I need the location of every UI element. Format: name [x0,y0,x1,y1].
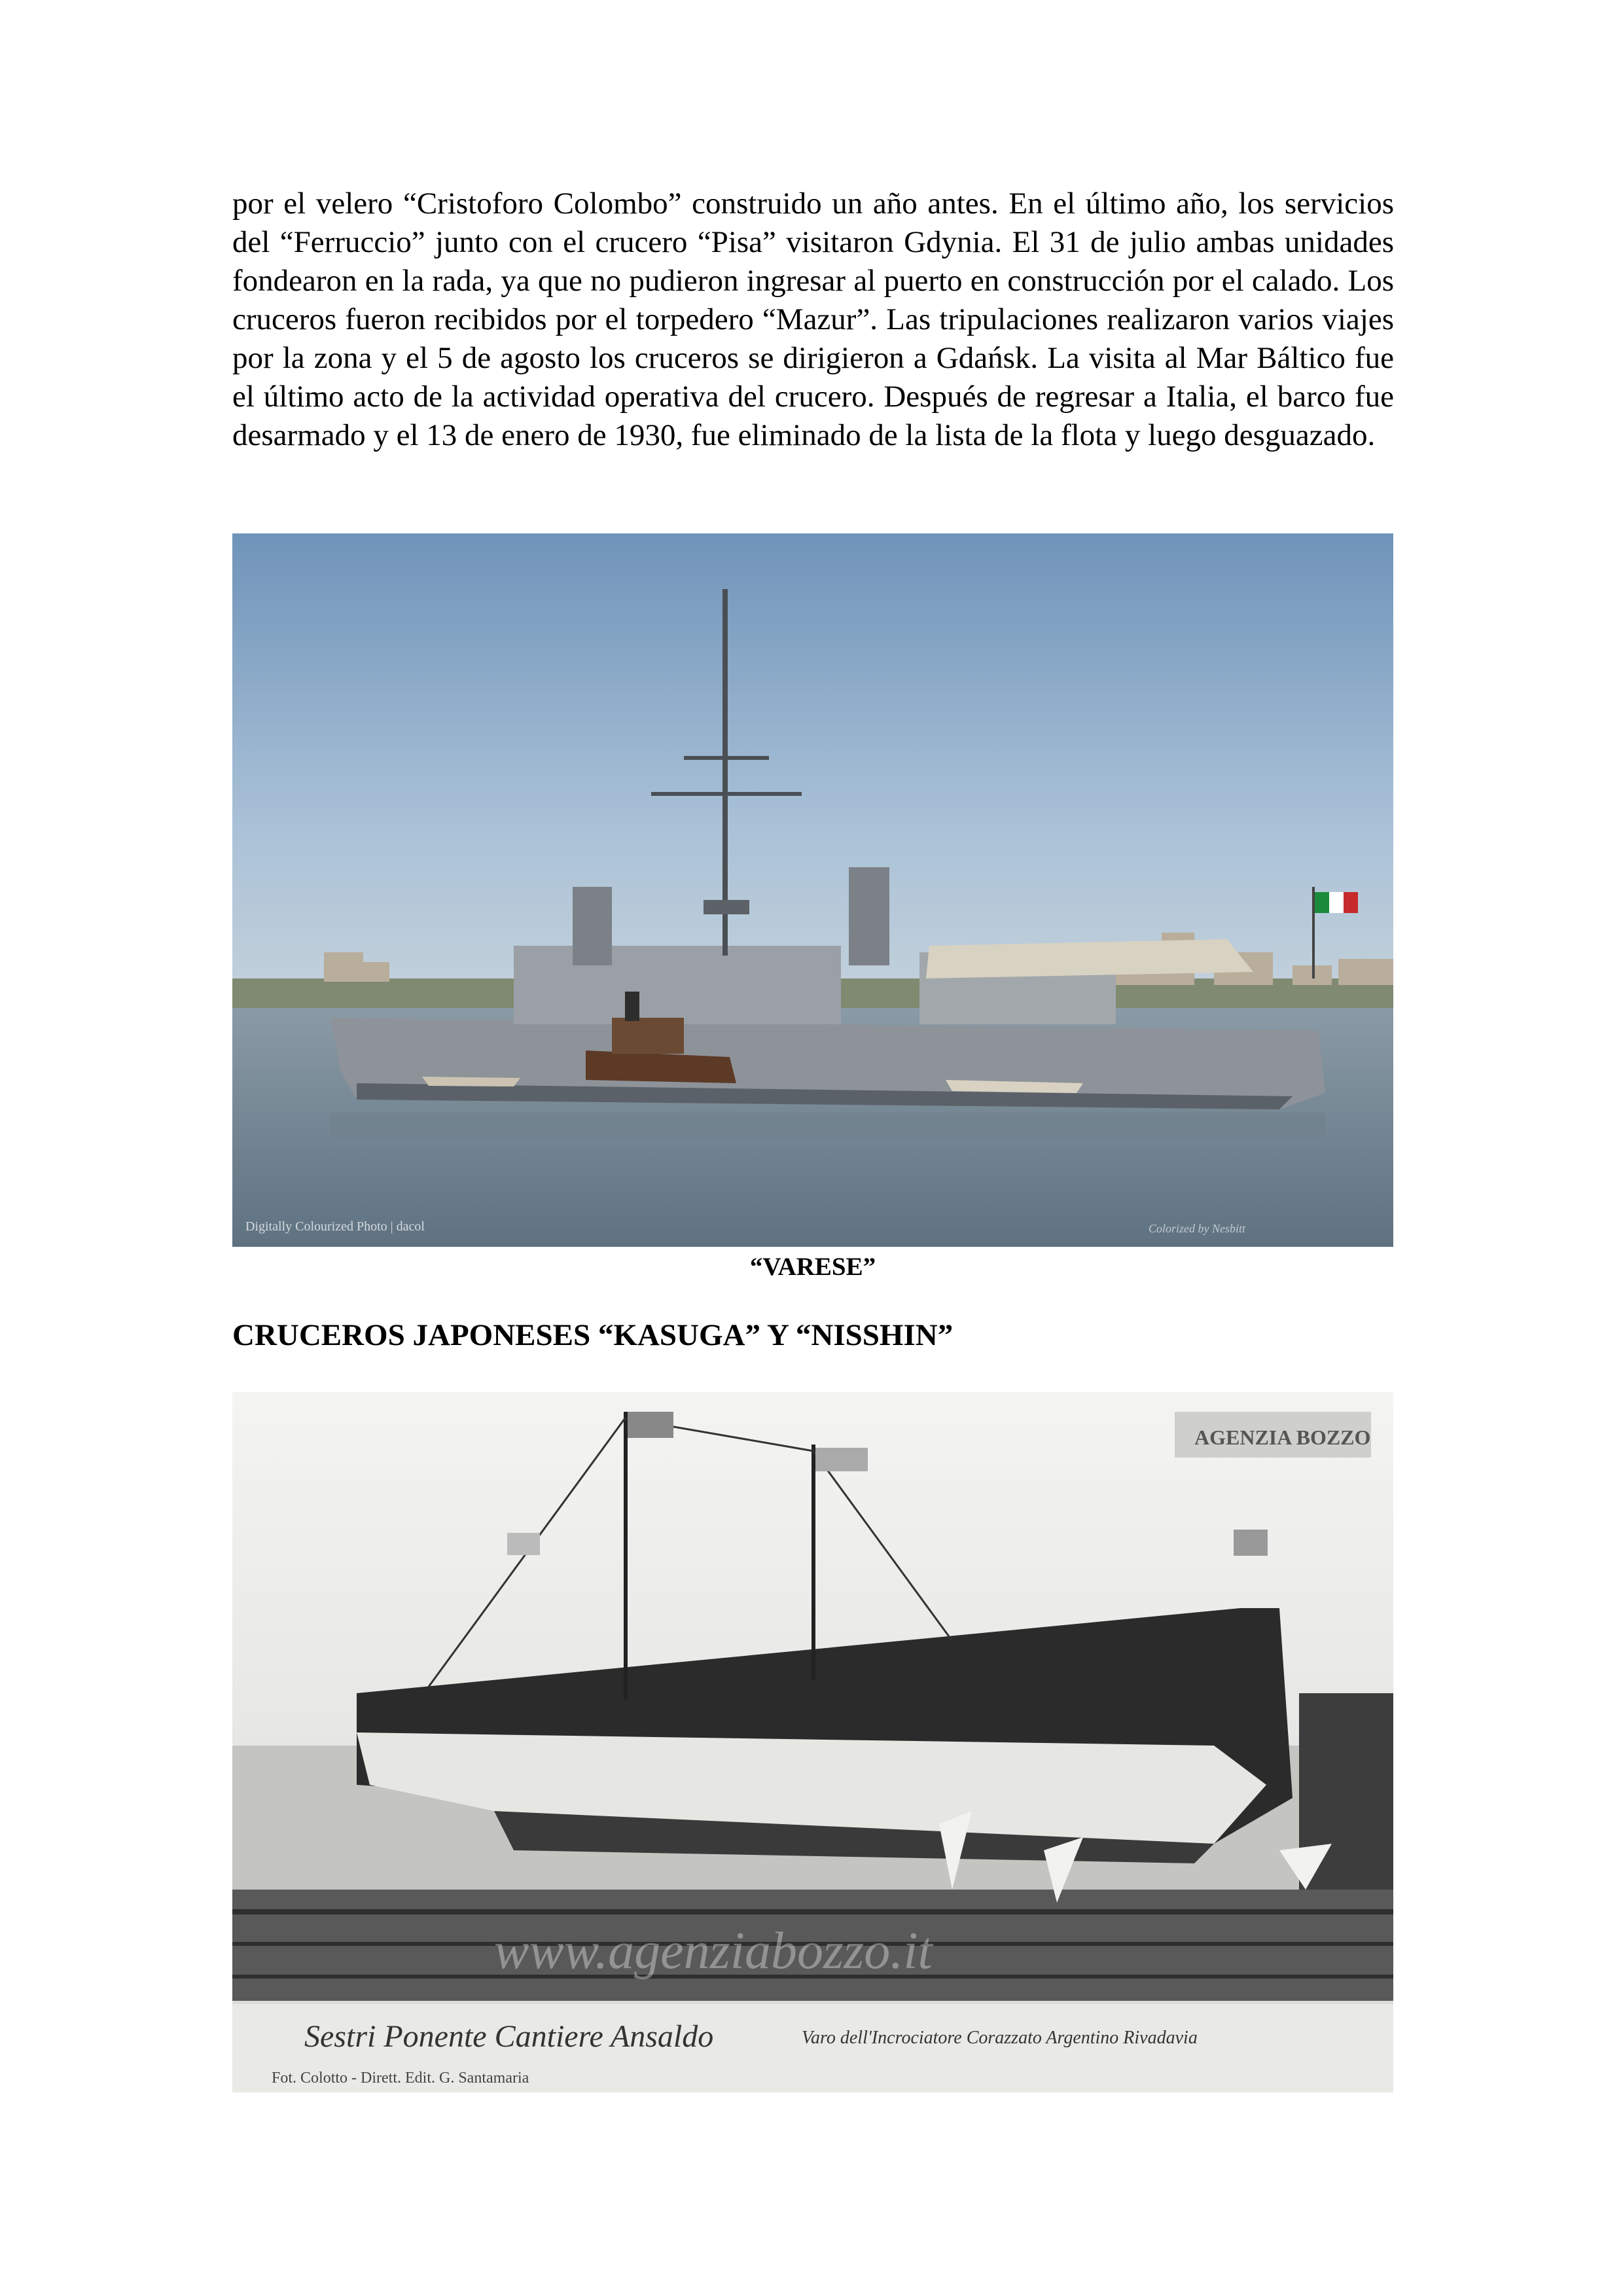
body-paragraph: por el velero “Cristoforo Colombo” construido un año antes. En el último año, los servicios del “Ferruccio” junto con el crucero “Pisa” visitaron Gdynia. El 31 de julio ambas unidades fondearon en la rada, ya que no pudieron ingresar al puerto en construcción por el calado. Los cruceros fueron recibidos por el torpedero “Mazur”. Las tripulaciones realizaron varios viajes por la zona y el 5 de agosto los cruceros se dirigieron a Gdańsk. La visita al Mar Báltico fue el último acto de la actividad operativa del crucero. Después de regresar a Italia, el barco fue desarmado y el 13 de enero de 1930, fue eliminado de la lista de la flota y luego desguazado. [232,187,1394,452]
figure-caption: “VARESE” [749,1253,876,1281]
launch-postcard-photo [232,1392,1393,2092]
agency-logo: AGENZIA BOZZO [1194,1426,1371,1449]
section-heading: CRUCEROS JAPONESES “KASUGA” Y “NISSHIN” [232,1318,954,1352]
varese-photo [232,533,1393,1247]
postcard-credit: Fot. Colotto - Dirett. Edit. G. Santamaria [272,2070,529,2087]
body-text [232,185,1394,455]
watermark-right: Colorized by Nesbitt [1149,1222,1245,1235]
postcard-subtitle: Varo dell'Incrociatore Corazzato Argentino Rivadavia [802,2028,1198,2048]
watermark-left: Digitally Colourized Photo | dacol [245,1219,425,1234]
postcard-watermark: www.agenziabozzo.it [494,1922,933,1980]
postcard-title: Sestri Ponente Cantiere Ansaldo [304,2019,714,2054]
